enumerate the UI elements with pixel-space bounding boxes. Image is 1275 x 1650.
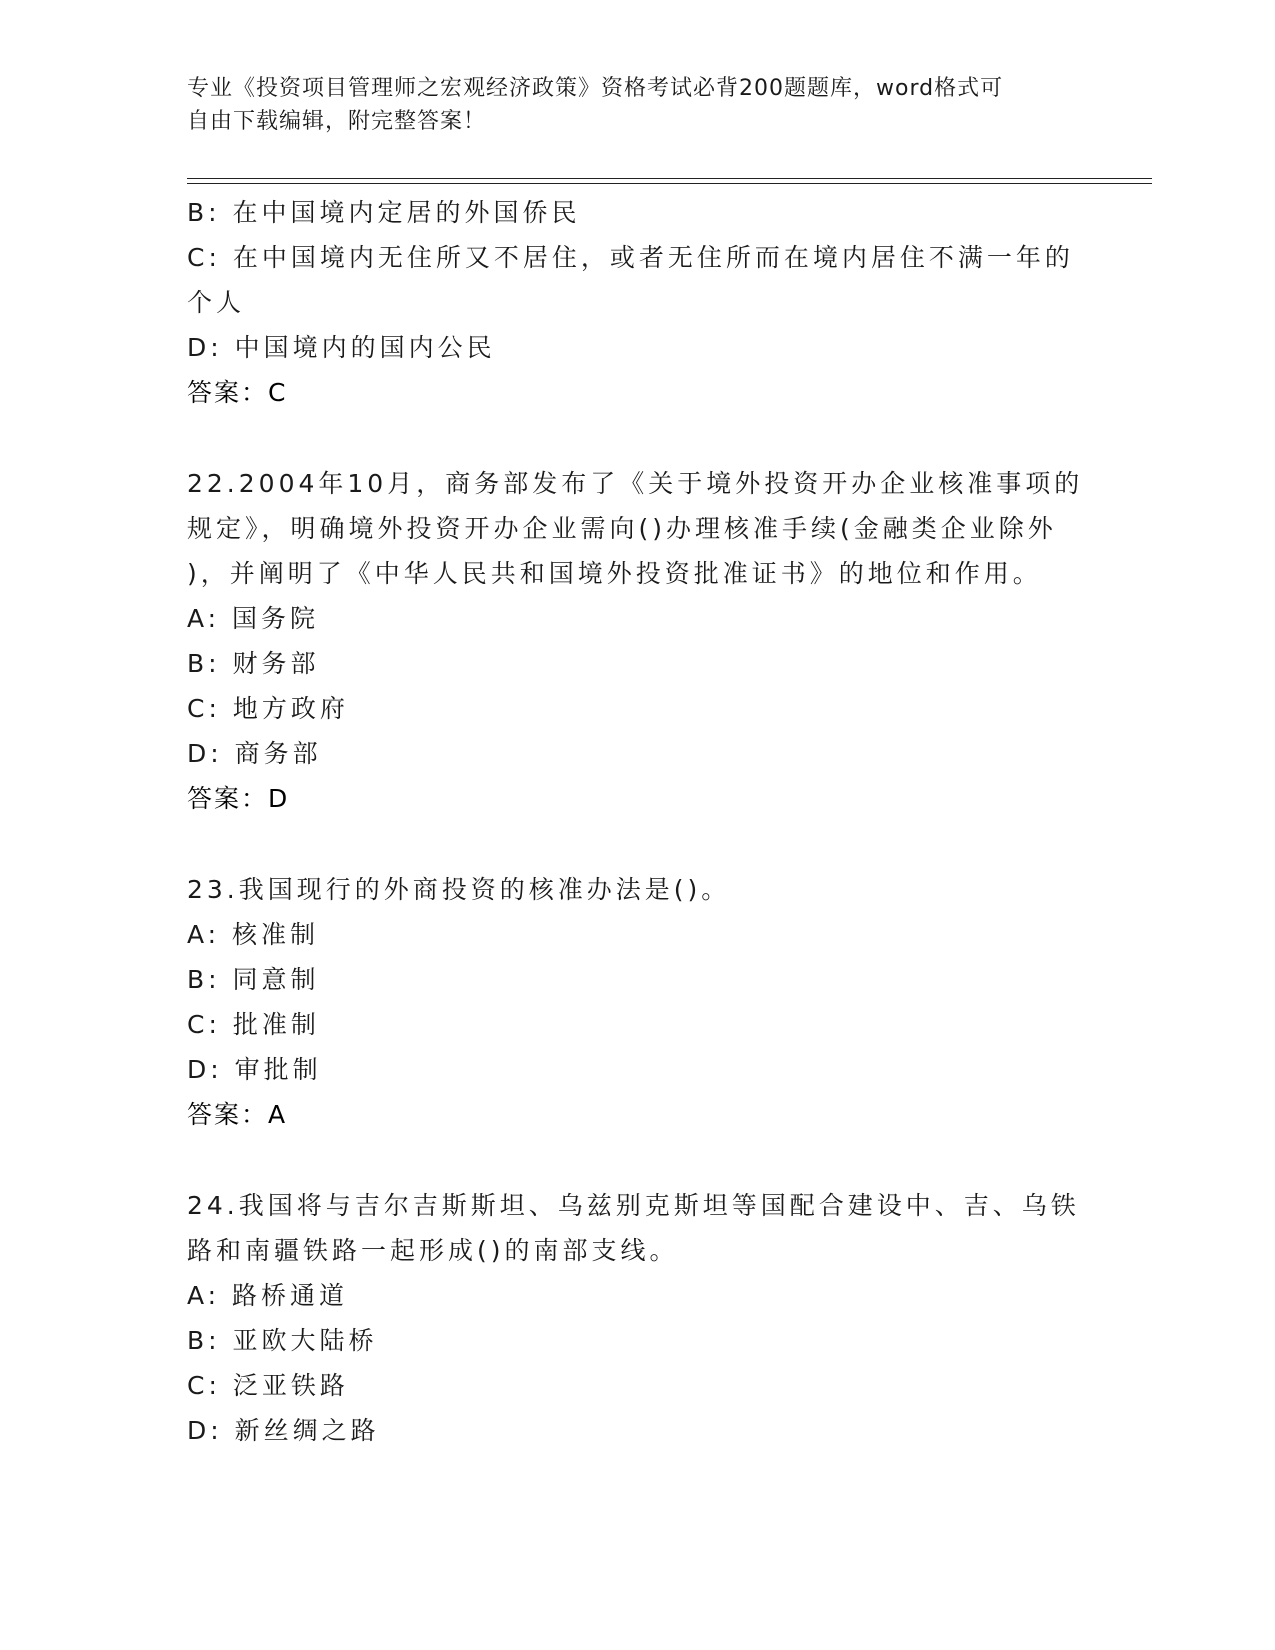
option-a: A: 国务院 [187,604,320,633]
question-22 [187,461,1087,821]
question-content [187,190,1087,1453]
header-line-1: 专业《投资项目管理师之宏观经济政策》资格考试必背200题题库，word格式可 [187,76,1004,101]
option-d: D: 商务部 [187,739,322,768]
option-b: B: 亚欧大陆桥 [187,1326,378,1355]
option-c: C: 泛亚铁路 [187,1371,349,1400]
header-line-2: 自由下载编辑，附完整答案！ [187,109,487,134]
answer: 答案：C [187,378,288,407]
page-header [187,72,1087,138]
option-c: C: 批准制 [187,1010,320,1039]
option-d: D: 审批制 [187,1055,322,1084]
option-b: B: 在中国境内定居的外国侨民 [187,198,581,227]
header-rule-top [187,178,1152,179]
option-d: D: 中国境内的国内公民 [187,333,496,362]
spacer [187,1137,1087,1183]
question-stem-line: 路和南疆铁路一起形成()的南部支线。 [187,1236,679,1265]
option-b: B: 同意制 [187,965,320,994]
option-c: C: 在中国境内无住所又不居住，或者无住所而在境内居住不满一年的 [187,243,1074,272]
option-d: D: 新丝绸之路 [187,1416,380,1445]
spacer [187,821,1087,867]
question-stem-line: )，并阐明了《中华人民共和国境外投资批准证书》的地位和作用。 [187,559,1042,588]
question-24 [187,1183,1087,1453]
question-21 [187,190,1087,415]
spacer [187,415,1087,461]
option-c-continued: 个人 [187,288,246,317]
header-rule-bottom [187,183,1152,184]
option-a: A: 路桥通道 [187,1281,349,1310]
option-a: A: 核准制 [187,920,320,949]
answer: 答案：A [187,1100,288,1129]
answer: 答案：D [187,784,290,813]
question-stem-line: 22.2004年10月，商务部发布了《关于境外投资开办企业核准事项的 [187,469,1084,498]
option-c: C: 地方政府 [187,694,349,723]
question-stem-line: 24.我国将与吉尔吉斯斯坦、乌兹别克斯坦等国配合建设中、吉、乌铁 [187,1191,1080,1220]
question-stem-line: 23.我国现行的外商投资的核准办法是()。 [187,875,731,904]
option-b: B: 财务部 [187,649,320,678]
question-stem-line: 规定》，明确境外投资开办企业需向()办理核准手续(金融类企业除外 [187,514,1057,543]
question-23 [187,867,1087,1137]
